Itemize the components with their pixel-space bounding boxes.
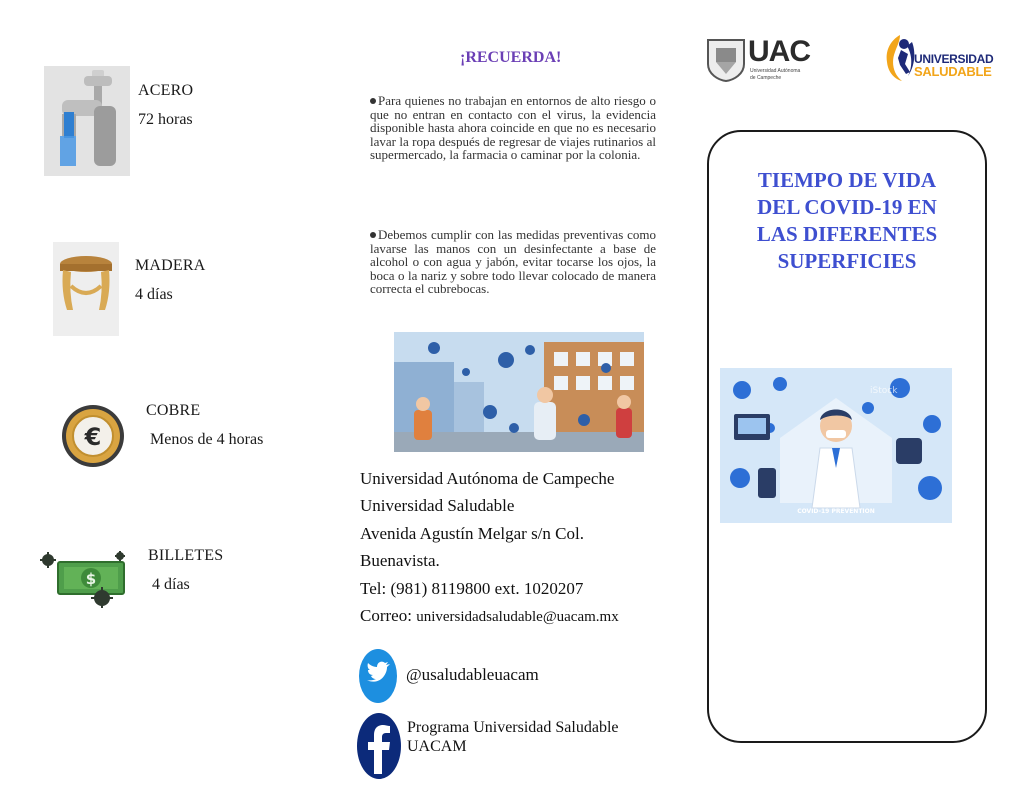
reminder-paragraph-1 [370, 94, 656, 162]
contact-email[interactable]: universidadsaludable@uacam.mx [416, 609, 619, 625]
reminder-text-2: Debemos cumplir con las medidas preventivas como lavarse las manos con un desinfectante a base de alcohol o con agua y jabón, evitar tocarse los ojos, la boca o la nariz y sobre todo llevar colocado de manera correcta el cubrebocas. [370, 227, 656, 296]
wooden-stool-icon [53, 242, 119, 336]
bullet-icon [370, 232, 376, 238]
surface-time-acero: 72 horas [138, 111, 193, 128]
universidad-saludable-logo [882, 32, 1006, 86]
reminder-text-1: Para quienes no trabajan en entornos de alto riesgo o que no entran en contacto con el virus, la evidencia disponible hasta ahora coincide en que no es necesario lavar la ropa después de regresar de viajes rutinarios al supermercado, la farmacia o caminar por la colonia. [370, 93, 656, 162]
uac-logo-sub-2: de Campeche [750, 75, 782, 81]
contact-email-row [360, 606, 619, 626]
panel-title-line-2: DEL COVID-19 EN [757, 195, 937, 219]
facebook-line-2[interactable]: UACAM [407, 738, 467, 755]
us-logo-line-1: UNIVERSIDAD [914, 52, 994, 66]
twitter-icon[interactable] [358, 648, 398, 704]
uac-shield-icon [706, 38, 746, 82]
panel-title [707, 167, 987, 275]
uac-logo-sub-1: Universidad Autónoma [750, 68, 801, 74]
panel-title-line-4: SUPERFICIES [777, 249, 917, 273]
facebook-icon[interactable] [356, 712, 402, 780]
panel-title-line-1: TIEMPO DE VIDA [757, 168, 937, 192]
surface-title-madera: MADERA [135, 257, 206, 274]
uac-logo-text: UAC [748, 35, 810, 68]
surface-title-billetes: BILLETES [148, 547, 224, 564]
facebook-line-1[interactable]: Programa Universidad Saludable [407, 719, 619, 736]
banknote-virus-icon [38, 548, 130, 608]
illustration-caption: COVID-19 PREVENTION [797, 508, 875, 515]
reminder-paragraph-2 [370, 228, 656, 296]
contact-neighborhood: Buenavista. [360, 551, 440, 570]
contact-university: Universidad Autónoma de Campeche [360, 469, 615, 488]
reminder-title: ¡RECUERDA! [460, 49, 562, 66]
bullet-icon [370, 98, 376, 104]
contact-address: Avenida Agustín Melgar s/n Col. [360, 524, 584, 543]
svg-text:€: € [84, 423, 102, 451]
surface-time-madera: 4 días [135, 286, 173, 303]
euro-coin-icon [60, 403, 126, 469]
surface-title-acero: ACERO [138, 82, 194, 99]
contact-email-label: Correo: [360, 606, 417, 625]
svg-text:$: $ [85, 570, 97, 588]
istock-watermark: iStock [870, 386, 898, 396]
contact-program: Universidad Saludable [360, 496, 515, 515]
surface-title-cobre: COBRE [146, 402, 201, 419]
city-street-illustration [394, 332, 644, 452]
panel-title-line-3: LAS DIFERENTES [756, 222, 938, 246]
surface-time-cobre: Menos de 4 horas [150, 431, 264, 448]
covid-prevention-illustration [720, 368, 952, 523]
uac-logo [706, 35, 816, 86]
contact-phone: Tel: (981) 8119800 ext. 1020207 [360, 579, 584, 598]
twitter-handle[interactable]: @usaludableuacam [406, 665, 539, 684]
us-logo-line-2: SALUDABLE [914, 64, 992, 79]
faucet-icon [44, 66, 130, 176]
runner-emblem-icon [882, 32, 918, 84]
surface-time-billetes: 4 días [152, 576, 190, 593]
